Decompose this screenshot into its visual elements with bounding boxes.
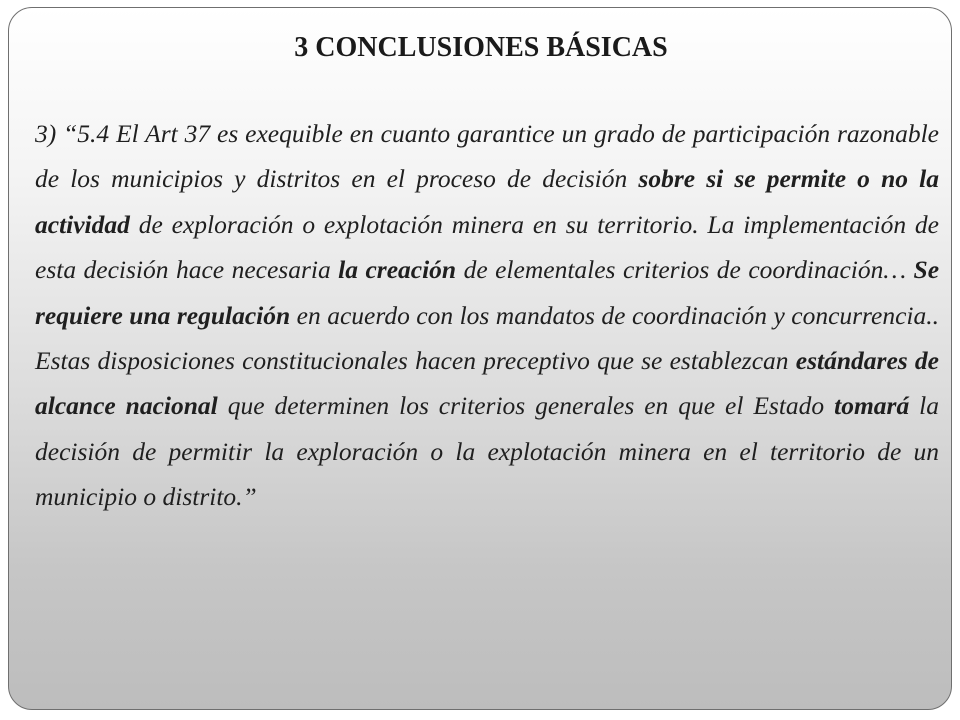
text-segment: 3) “5.4 El Art 37 es exequible en cuanto garantice un grado de participación razonable de los municipios y distritos en el proceso de decisión: [35, 119, 939, 194]
text-segment: de exploración o explotación minera en su territorio. La implementación de esta decisión hace necesaria: [35, 209, 939, 285]
emphasis-segment: Se requiere una regulación: [35, 255, 940, 330]
emphasis-segment: la creación: [338, 255, 457, 285]
slide-title: 3 CONCLUSIONES BÁSICAS: [294, 32, 668, 63]
emphasis-segment: estándares de alcance nacional: [35, 346, 939, 421]
slide-panel: [8, 7, 952, 710]
text-segment: de elementales criterios de coordinación…: [456, 255, 914, 285]
text-segment: en acuerdo con los mandatos de coordinación y concurrencia.. Estas disposiciones constitucionales hacen preceptivo que se establezcan: [35, 300, 940, 376]
emphasis-segment: tomará: [834, 391, 910, 421]
quote-paragraph: [35, 111, 939, 520]
text-segment: que determinen los criterios generales en que el Estado: [217, 391, 835, 421]
text-segment: la decisión de permitir la exploración o la explotación minera en el territorio de un municipio o distrito.”: [35, 391, 939, 512]
emphasis-segment: sobre si se permite o no la actividad: [35, 164, 939, 239]
